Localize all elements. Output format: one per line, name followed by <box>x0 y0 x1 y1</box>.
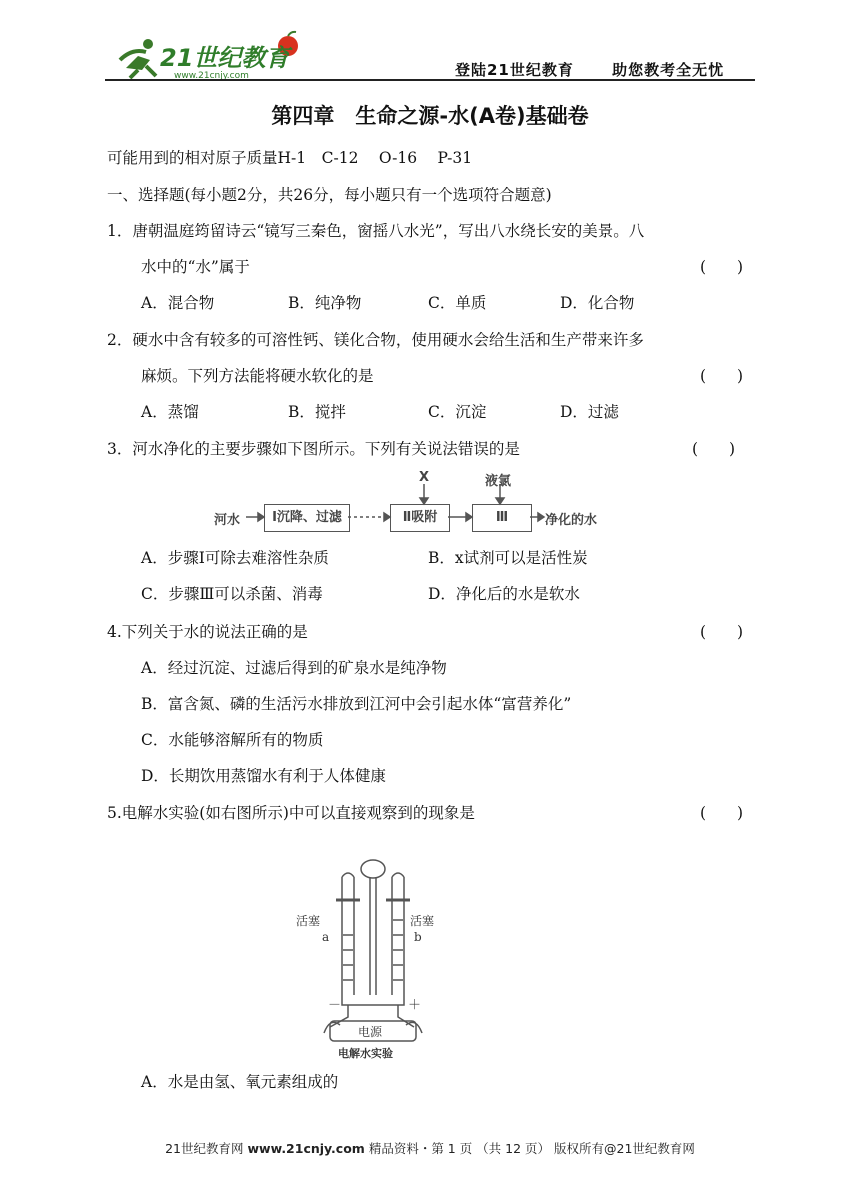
footer-site: 21世纪教育网 <box>165 1141 244 1156</box>
q1-option-c[interactable]: C．单质 <box>428 294 487 312</box>
q4-option-d[interactable]: D．长期饮用蒸馏水有利于人体健康 <box>141 767 386 785</box>
question-2-line1: 2．硬水中含有较多的可溶性钙、镁化合物，使用硬水会给生活和生产带来许多 <box>107 331 644 349</box>
flow-river-water: 河水 <box>214 513 241 528</box>
logo[interactable] <box>112 30 312 82</box>
question-5-line1: 5.电解水实验(如右图所示)中可以直接观察到的现象是 <box>107 804 475 822</box>
slogan-right: 助您教考全无忧 <box>612 61 725 79</box>
question-2-line2: 麻烦。下列方法能将硬水软化的是 <box>141 367 374 385</box>
question-1-answer-blank[interactable]: ( ) <box>700 258 744 276</box>
tube-a-label: a <box>322 930 330 944</box>
question-4-line1: 4.下列关于水的说法正确的是 <box>107 623 308 641</box>
q3-option-a[interactable]: A．步骤Ⅰ可除去难溶性杂质 <box>141 549 329 567</box>
valve-right-label: 活塞 <box>410 914 435 928</box>
flow-chlorine-label: 液氯 <box>485 474 512 489</box>
question-3-answer-blank[interactable]: ( ) <box>692 440 736 458</box>
footer-page-info: 精品资料・第 1 页 （共 12 页） 版权所有@21世纪教育网 <box>368 1141 695 1156</box>
q4-option-a[interactable]: A．经过沉淀、过滤后得到的矿泉水是纯净物 <box>141 659 447 677</box>
power-supply-label: 电源 <box>358 1025 383 1039</box>
q3-option-c[interactable]: C．步骤Ⅲ可以杀菌、消毒 <box>141 585 323 603</box>
diagram-caption: 电解水实验 <box>338 1047 393 1060</box>
question-5-answer-blank[interactable]: ( ) <box>700 804 744 822</box>
valve-left-label: 活塞 <box>296 914 321 928</box>
footer-url[interactable]: www.21cnjy.com <box>247 1141 365 1156</box>
question-4-answer-blank[interactable]: ( ) <box>700 623 744 641</box>
flow-purified-water: 净化的水 <box>545 513 598 528</box>
electrolysis-diagram <box>290 855 450 1065</box>
q1-option-a[interactable]: A．混合物 <box>141 294 215 312</box>
section-heading: 一、选择题(每小题2分，共26分，每小题只有一个选项符合题意) <box>107 186 552 204</box>
question-3-line1: 3．河水净化的主要步骤如下图所示。下列有关说法错误的是 <box>107 440 520 458</box>
electrolysis-apparatus <box>290 855 450 1065</box>
page-title: 第四章 生命之源-水(A卷)基础卷 <box>271 104 589 128</box>
flow-step-2: Ⅱ吸附 <box>390 504 450 532</box>
q2-option-b[interactable]: B．搅拌 <box>288 403 346 421</box>
question-1-line1: 1．唐朝温庭筠留诗云“镜写三秦色，窗摇八水光”，写出八水绕长安的美景。八 <box>107 222 645 240</box>
tube-b-label: b <box>414 930 422 944</box>
minus-terminal: － <box>328 998 342 1013</box>
header-divider <box>105 79 755 81</box>
header-slogan <box>455 59 756 80</box>
flow-x-label: X <box>419 470 430 485</box>
page-footer <box>0 1139 860 1157</box>
question-2-answer-blank[interactable]: ( ) <box>700 367 744 385</box>
question-1-line2: 水中的“水”属于 <box>141 258 250 276</box>
logo-graphic <box>112 30 312 82</box>
atomic-mass-note: 可能用到的相对原子质量H-1 C-12 O-16 P-31 <box>107 149 473 167</box>
flow-step-1: Ⅰ沉降、过滤 <box>264 504 350 532</box>
flow-step-3: Ⅲ <box>472 504 532 532</box>
q3-option-d[interactable]: D．净化后的水是软水 <box>428 585 580 603</box>
q5-option-a[interactable]: A．水是由氢、氧元素组成的 <box>141 1073 339 1091</box>
purification-flow-diagram <box>212 470 612 532</box>
plus-terminal: ＋ <box>408 998 422 1013</box>
q1-option-b[interactable]: B．纯净物 <box>288 294 362 312</box>
logo-url: www.21cnjy.com <box>174 71 249 81</box>
q1-option-d[interactable]: D．化合物 <box>560 294 635 312</box>
q2-option-d[interactable]: D．过滤 <box>560 403 619 421</box>
q4-option-b[interactable]: B．富含氮、磷的生活污水排放到江河中会引起水体“富营养化” <box>141 695 572 713</box>
q4-option-c[interactable]: C．水能够溶解所有的物质 <box>141 731 324 749</box>
logo-text: 21世纪教育 <box>160 44 290 72</box>
slogan-left: 登陆21世纪教育 <box>455 61 574 79</box>
q2-option-a[interactable]: A．蒸馏 <box>141 403 199 421</box>
q2-option-c[interactable]: C．沉淀 <box>428 403 487 421</box>
q3-option-b[interactable]: B．x试剂可以是活性炭 <box>428 549 588 567</box>
